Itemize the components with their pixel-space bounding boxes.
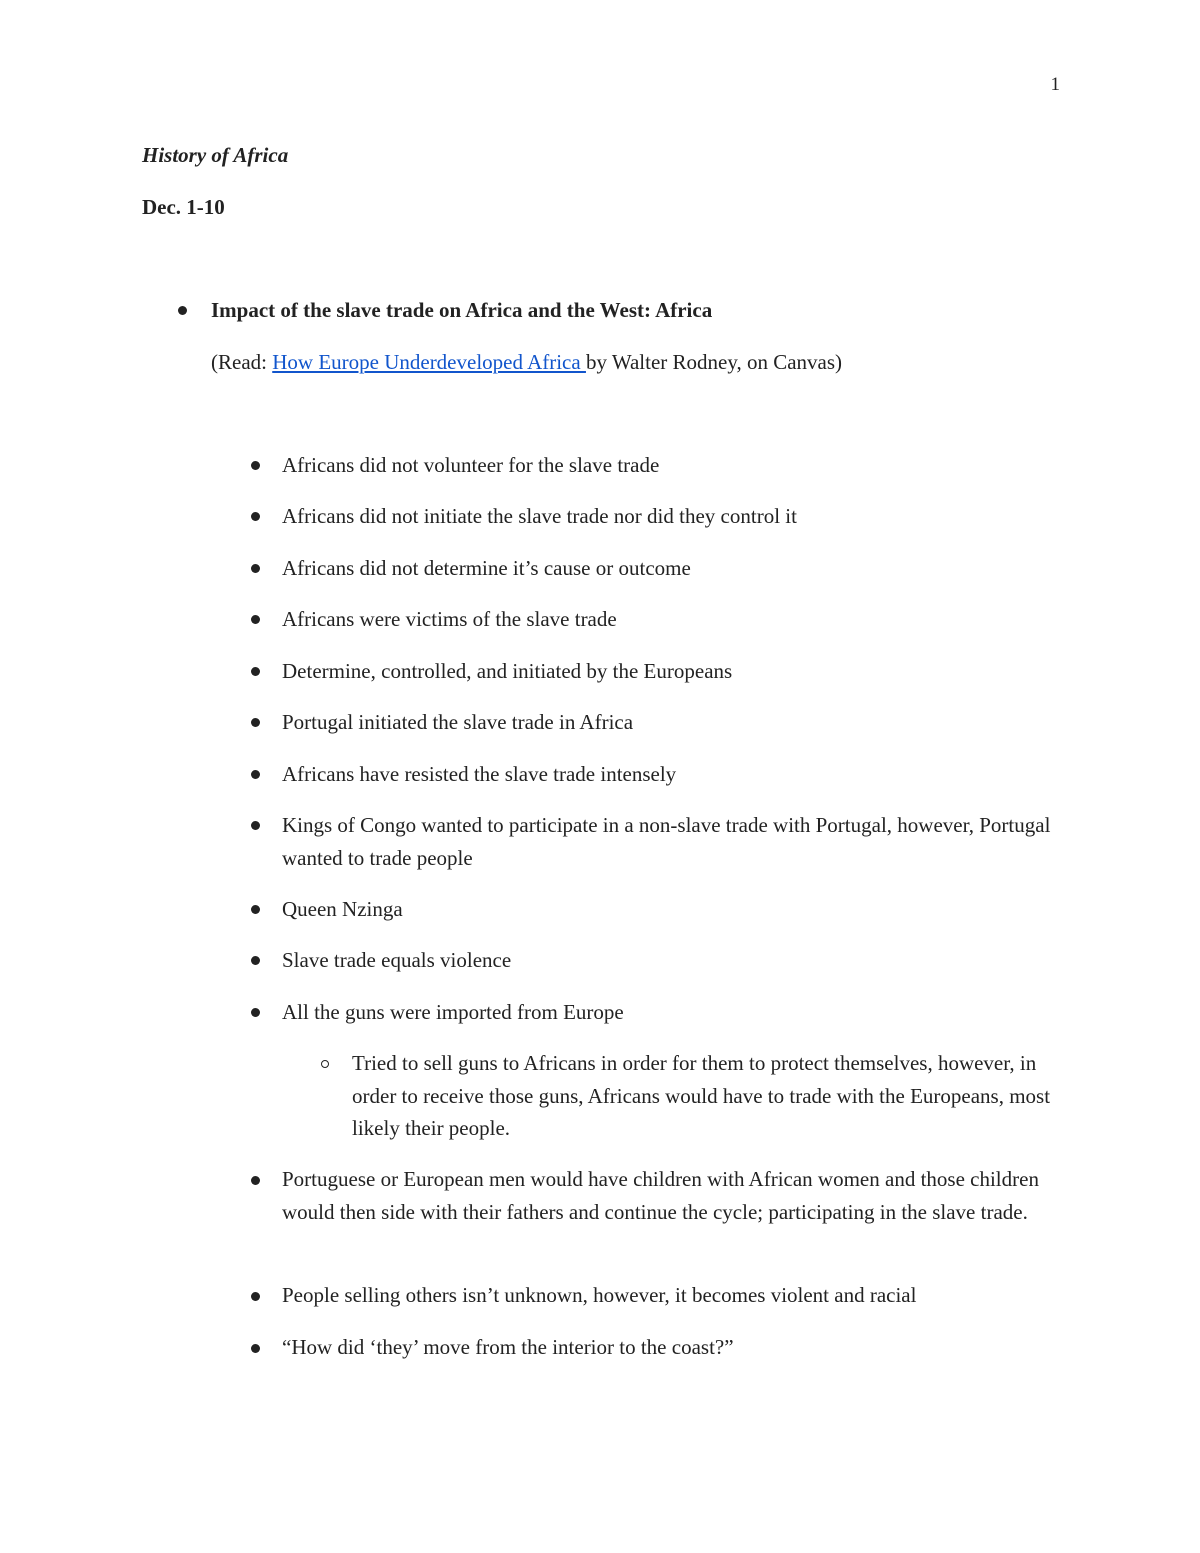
reading-suffix: by Walter Rodney, on Canvas) [585,350,843,374]
list-bullet-icon [251,564,260,573]
list-item: Queen Nzinga [282,897,403,921]
list-item: Africans did not initiate the slave trade nor did they control it [282,504,797,528]
document-date: Dec. 1-10 [142,195,225,219]
list-bullet-icon [251,512,260,521]
list-bullet-icon [251,821,260,830]
list-item: Portugal initiated the slave trade in Africa [282,710,634,734]
list-item: “How did ‘they’ move from the interior to the coast?” [282,1335,734,1359]
list-item: Kings of Congo wanted to participate in a non-slave trade with Portugal, however, Portugal wanted to trade people [282,813,1051,870]
list-item: People selling others isn’t unknown, however, it becomes violent and racial [282,1283,917,1307]
list-bullet-icon [251,615,260,624]
list-item: All the guns were imported from Europe [282,1000,624,1024]
list-bullet-icon [251,461,260,470]
document-title: History of Africa [142,143,289,167]
list-item: Africans were victims of the slave trade [282,607,617,631]
sub-list-item: Tried to sell guns to Africans in order for them to protect themselves, however, in order to receive those guns, Africans would have to trade with the Europeans, most likely their people. [352,1051,1051,1140]
page-number: 1 [1050,74,1060,95]
reading-line [211,346,842,378]
list-bullet-icon [251,956,260,965]
list-bullet-icon [251,718,260,727]
list-bullet-icon [251,667,260,676]
list-bullet-icon [251,770,260,779]
list-bullet-icon [251,1344,260,1353]
list-item: Africans did not determine it’s cause or outcome [282,556,691,580]
sub-list-bullet-icon [321,1060,329,1068]
list-item: Portuguese or European men would have children with African women and those children would then side with their fathers and continue the cycle; participating in the slave trade. [282,1167,1039,1224]
section-heading: Impact of the slave trade on Africa and the West: Africa [211,298,713,322]
list-item: Determine, controlled, and initiated by the Europeans [282,659,733,683]
section-bullet-icon [178,306,187,315]
list-item: Africans did not volunteer for the slave trade [282,453,660,477]
list-item: Africans have resisted the slave trade intensely [282,762,677,786]
list-bullet-icon [251,905,260,914]
list-bullet-icon [251,1176,260,1185]
list-bullet-icon [251,1008,260,1017]
list-item: Slave trade equals violence [282,948,512,972]
list-bullet-icon [251,1292,260,1301]
reading-link[interactable]: How Europe Underdeveloped Africa [272,350,586,374]
reading-prefix: (Read: [211,350,273,374]
